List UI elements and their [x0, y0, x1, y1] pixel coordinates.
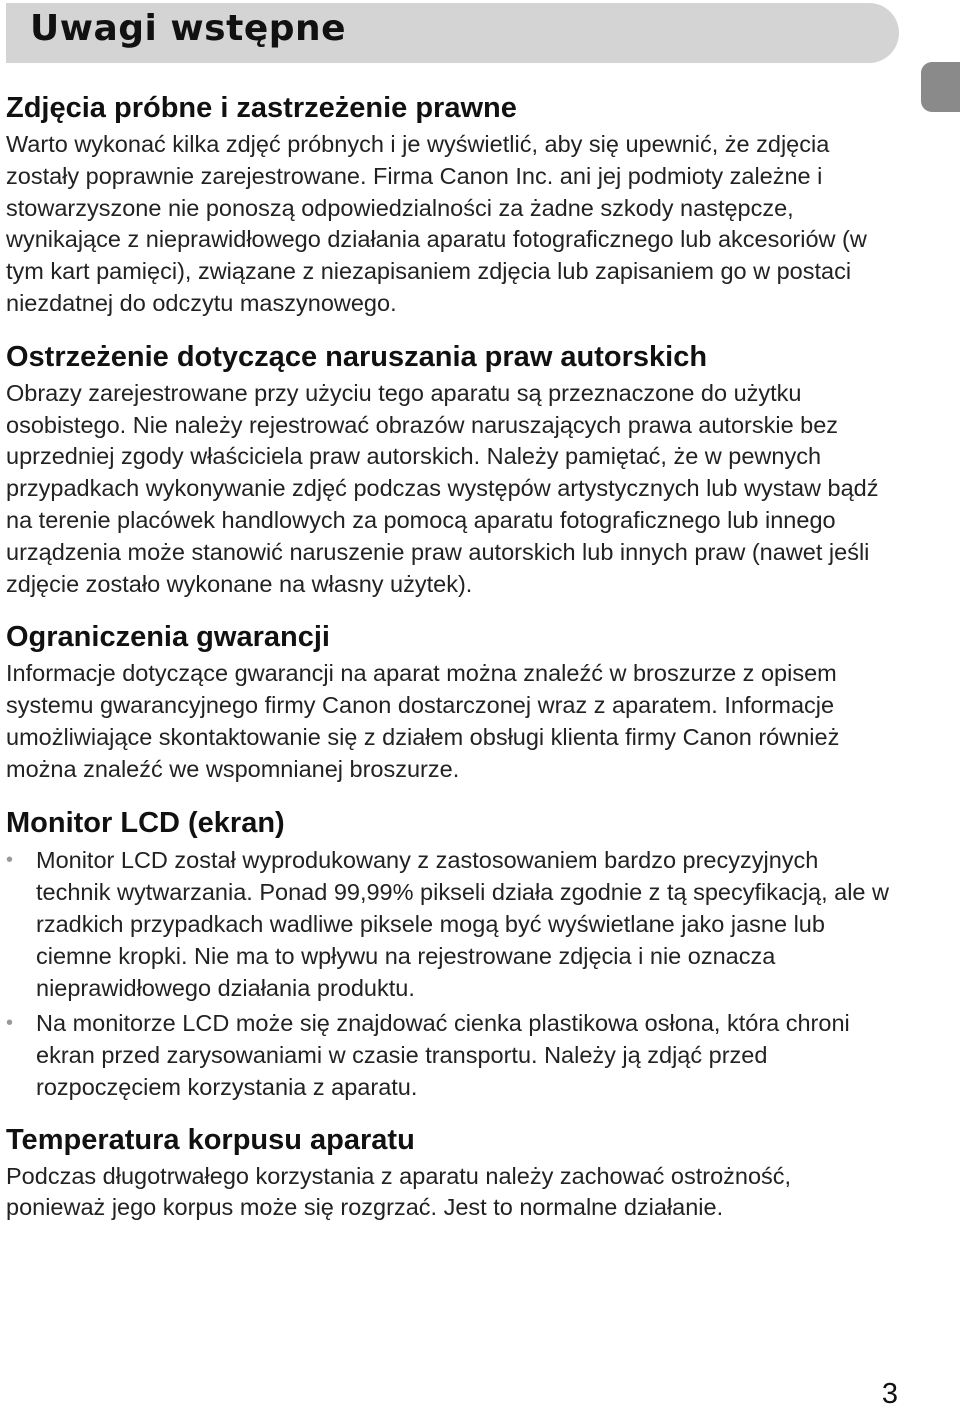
section-text: Obrazy zarejestrowane przy użyciu tego aparatu są przeznaczone do użytku osobistego. Nie należy rejestrować obrazów naruszających prawa autorskie bez uprzedniej zgody właściciela praw autorskich. Należy pamiętać, że w pewnych przypadkach wykonywanie zdjęć podczas występów artystycznych lub wystaw bądź na terenie placówek handlowych za pomocą aparatu fotograficznego lub innego urządzenia może stanowić naruszenie praw autorskich lub innych praw (nawet jeśli zdjęcie zostało wykonane na własny użytek). — [6, 379, 879, 597]
section-copyright-warning — [6, 339, 896, 601]
section-text: Podczas długotrwałego korzystania z aparatu należy zachować ostrożność, ponieważ jego korpus może się rozgrzać. Jest to normalne działanie. — [6, 1162, 792, 1221]
section-text: Warto wykonać kilka zdjęć próbnych i je wyświetlić, aby się upewnić, że zdjęcia zostały poprawnie zarejestrowane. Firma Canon Inc. ani jej podmioty zależne i stowarzyszone nie ponoszą odpowiedzialności za żadne szkody następcze, wynikające z nieprawidłowego działania aparatu fotograficznego lub akcesoriów (w tym kart pamięci), związane z niezapisaniem zdjęcia lub zapisaniem go w postaci niezdatnej do odczytu maszynowego. — [6, 131, 867, 316]
list-item — [6, 844, 896, 1004]
page-title: Uwagi wstępne — [30, 8, 347, 49]
list-item-text: Na monitorze LCD może się znajdować cienka plastikowa osłona, która chroni ekran przed zarysowaniami w czasie transportu. Należy ją zdjąć przed rozpoczęciem korzystania z aparatu. — [36, 1009, 850, 1100]
chapter-tab-marker — [921, 62, 960, 112]
list-item-text: Monitor LCD został wyprodukowany z zastosowaniem bardzo precyzyjnych technik wytwarzania. Ponad 99,99% pikseli działa zgodnie z tą specyfikacją, ale w rzadkich przypadkach wadliwe piksele mogą być wyświetlane jako jasne lub ciemne kropki. Nie ma to wpływu na rejestrowane zdjęcia i nie oznacza nieprawidłowego działania produktu. — [36, 846, 889, 1001]
section-heading: Temperatura korpusu aparatu — [6, 1123, 415, 1156]
section-test-shots-disclaimer — [6, 90, 896, 320]
section-lcd-monitor — [6, 805, 896, 1103]
section-text: Informacje dotyczące gwarancji na aparat można znaleźć w broszurze z opisem systemu gwarancyjnego firmy Canon dostarczonej wraz z aparatem. Informacje umożliwiające skontaktowanie się z działem obsługi klienta firmy Canon również można znaleźć we wspomnianej broszurze. — [6, 660, 840, 782]
page-title-bar — [6, 3, 899, 63]
bullet-icon: • — [6, 848, 14, 871]
document-body — [6, 90, 896, 1243]
bullet-icon: • — [6, 1011, 14, 1034]
section-body-temperature — [6, 1122, 896, 1225]
list-item — [6, 1007, 896, 1103]
section-heading: Ostrzeżenie dotyczące naruszania praw autorskich — [6, 340, 708, 373]
bullet-list — [6, 844, 896, 1103]
page-number: 3 — [881, 1378, 898, 1410]
section-heading: Zdjęcia próbne i zastrzeżenie prawne — [6, 92, 517, 124]
section-warranty-limitations — [6, 619, 896, 785]
section-heading: Ograniczenia gwarancji — [6, 621, 330, 654]
section-heading: Monitor LCD (ekran) — [6, 806, 285, 839]
